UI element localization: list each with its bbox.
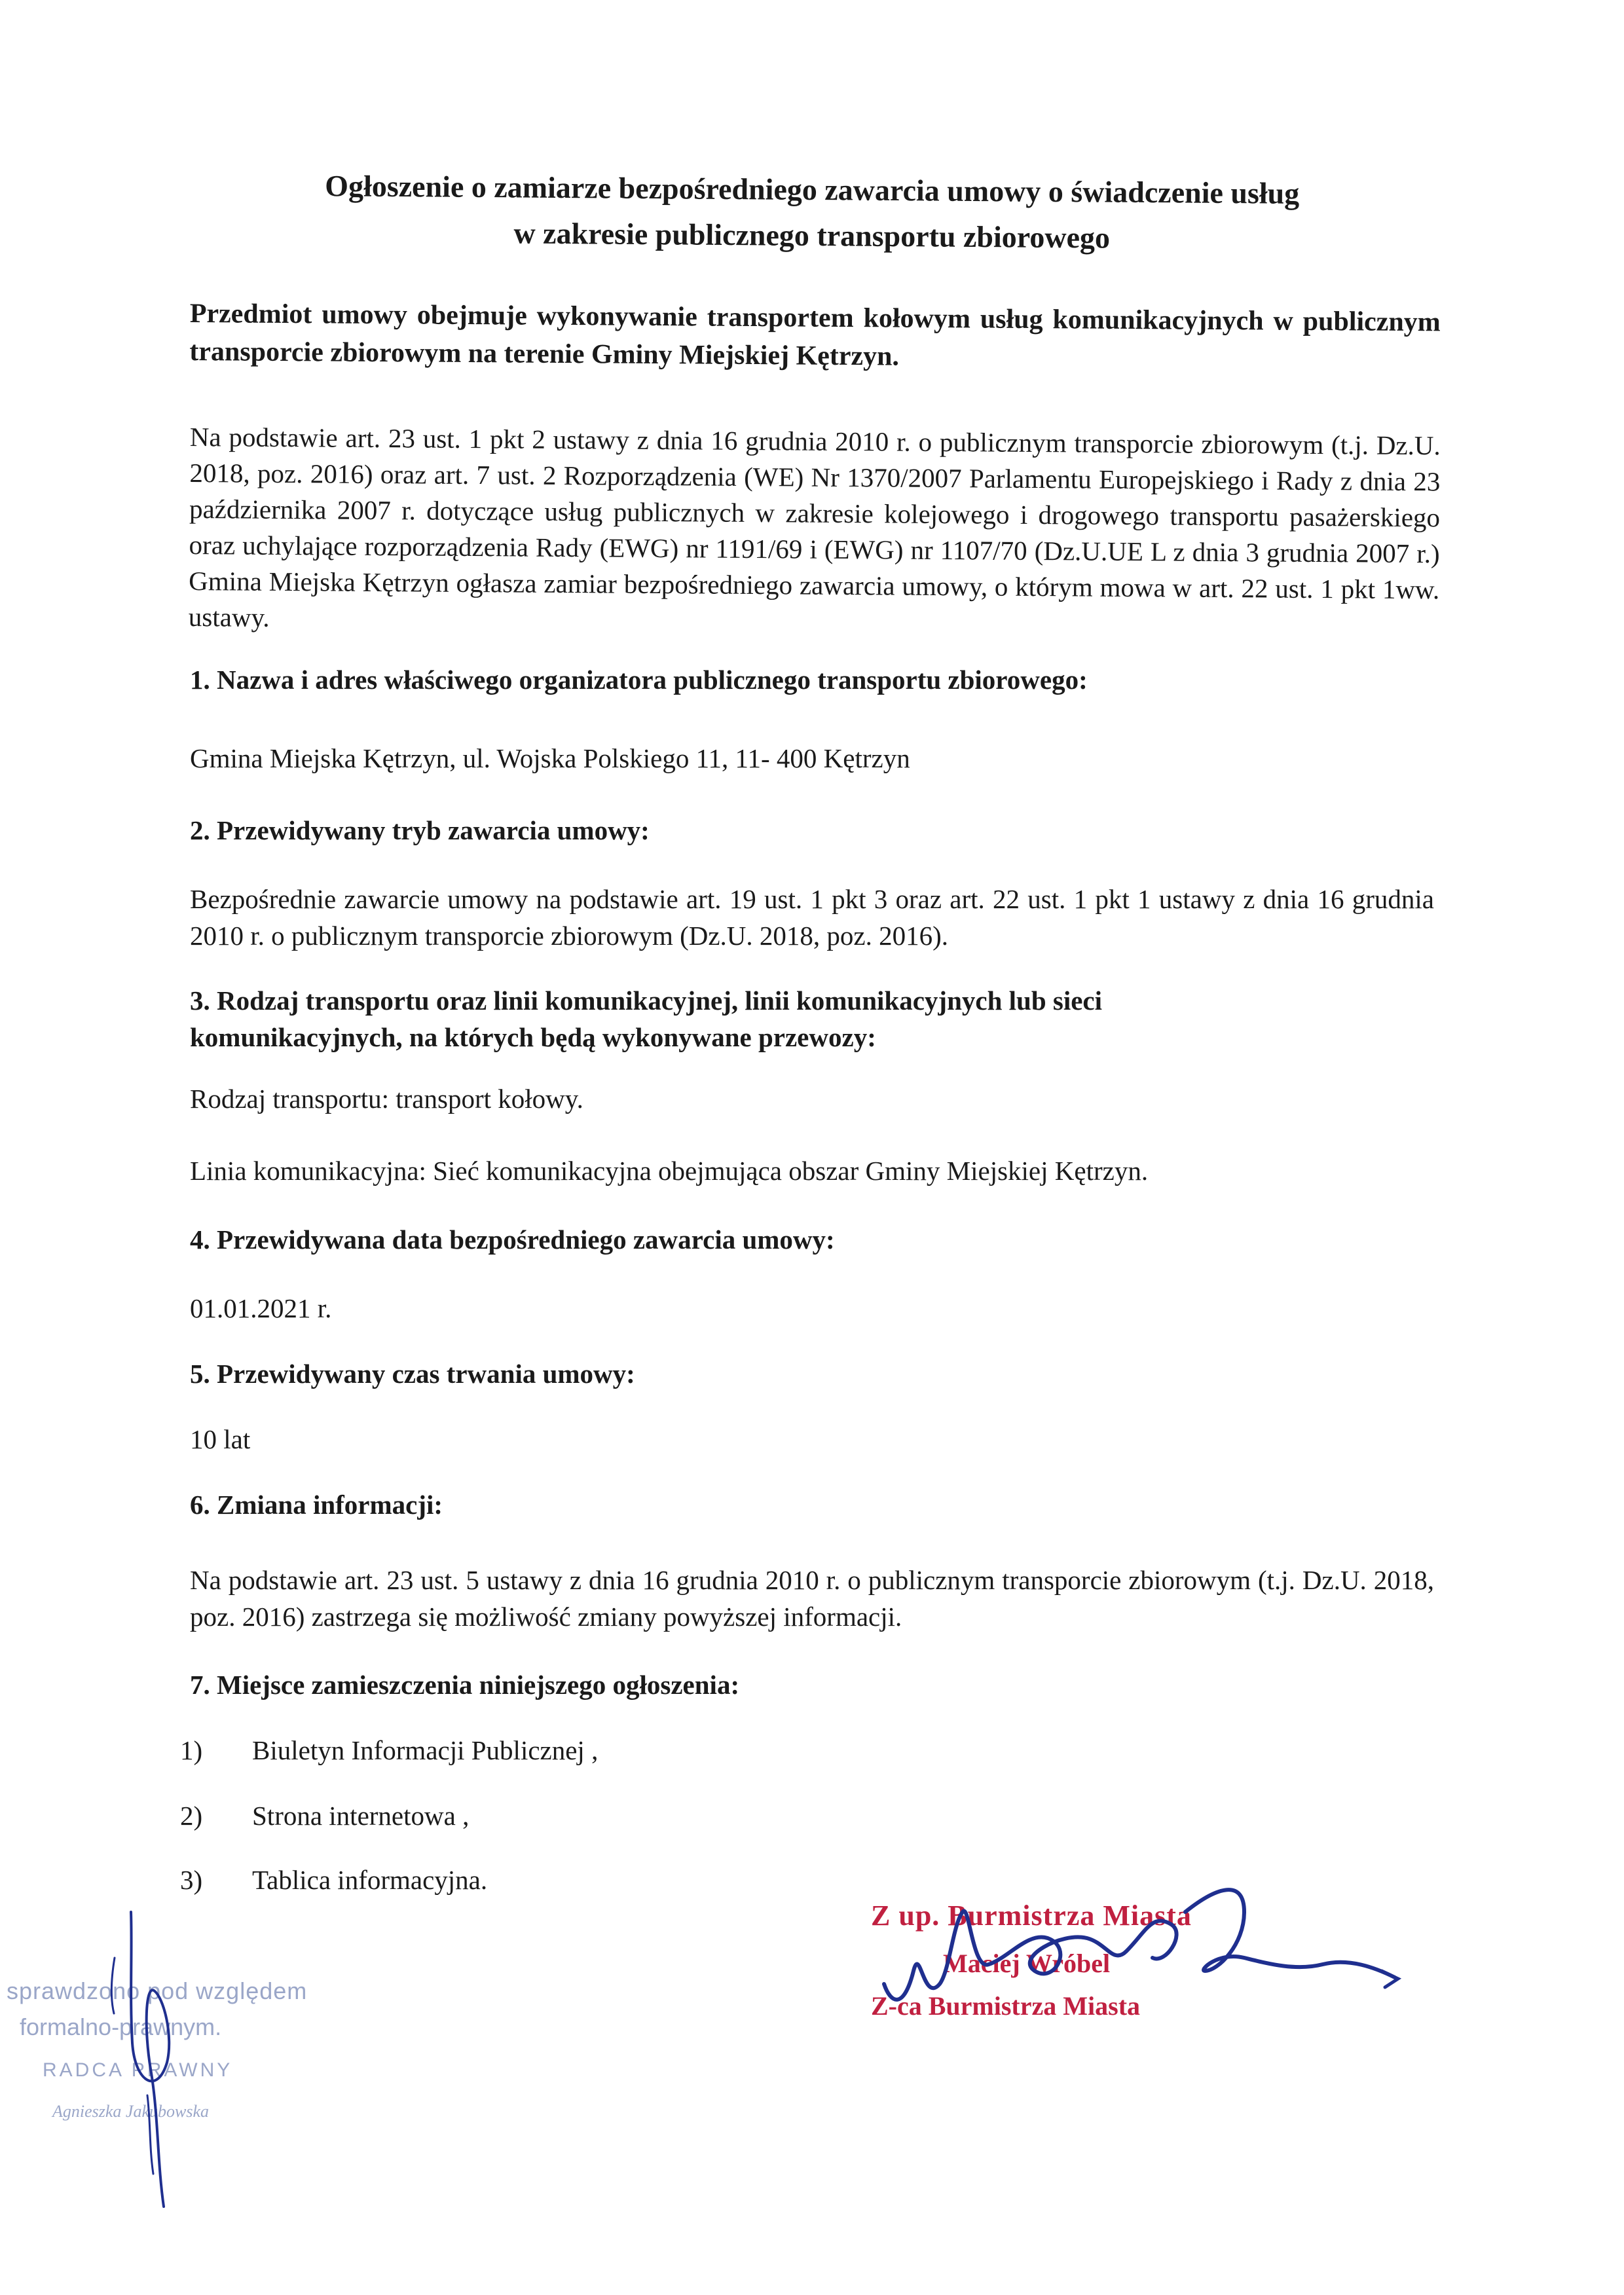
section-2-text: Bezpośrednie zawarcie umowy na podstawie art. 19 ust. 1 pkt 3 oraz art. 22 ust. 1 pkt 1 ustawy z dnia 16 grudnia 2010 r. o publicznym transporcie zbiorowym (Dz.U. 2018, poz. 2016). xyxy=(190,884,1434,951)
list-item-text: Tablica informacyjna. xyxy=(252,1865,488,1895)
section-1-heading: 1. Nazwa i adres właściwego organizatora publicznego transportu zbiorowego: xyxy=(190,665,1088,695)
section-4-text: 01.01.2021 r. xyxy=(190,1293,332,1323)
list-item-number: 3) xyxy=(180,1865,203,1895)
stamp-line-1: Z up. Burmistrza Miasta xyxy=(871,1900,1192,1932)
legal-advisor-signature xyxy=(85,1899,216,2226)
section-6-text: Na podstawie art. 23 ust. 5 ustawy z dnia 16 grudnia 2010 r. o publicznym transporcie zbiorowym (t.j. Dz.U. 2018, poz. 2016) zastrzega się możliwość zmiany powyższej informacji. xyxy=(190,1565,1434,1632)
section-6-heading: 6. Zmiana informacji: xyxy=(190,1490,443,1520)
list-item-number: 1) xyxy=(180,1735,203,1765)
list-item xyxy=(180,1862,487,1898)
document-title xyxy=(157,162,1467,264)
title-line-1: Ogłoszenie o zamiarze bezpośredniego zawarcia umowy o świadczenie usług xyxy=(325,169,1300,210)
section-3-transport-type: Rodzaj transportu: transport kołowy. xyxy=(190,1084,583,1114)
section-5-text: 10 lat xyxy=(190,1424,251,1454)
stamp-line-4: Agnieszka Jakubowska xyxy=(52,2102,210,2121)
section-1-text: Gmina Miejska Kętrzyn, ul. Wojska Polskiego 11, 11- 400 Kętrzyn xyxy=(190,743,910,773)
stamp-line-1: sprawdzono pod względem xyxy=(7,1977,308,2004)
stamp-line-3: Z-ca Burmistrza Miasta xyxy=(871,1991,1141,2021)
intro-paragraph: Przedmiot umowy obejmuje wykonywanie transportem kołowym usług komunikacyjnych w publicznym transporcie zbiorowym na terenie Gminy Miejskiej Kętrzyn. xyxy=(189,298,1441,372)
list-item-text: Strona internetowa , xyxy=(252,1801,470,1831)
section-3-heading: 3. Rodzaj transportu oraz linii komunikacyjnej, linii komunikacyjnych lub sieci komunikacyjnych, na których będą wykonywane przewozy: xyxy=(190,985,1102,1052)
section-4-heading: 4. Przewidywana data bezpośredniego zawarcia umowy: xyxy=(190,1224,835,1255)
stamp-line-3: RADCA PRAWNY xyxy=(43,2059,233,2081)
list-item-text: Biuletyn Informacji Publicznej , xyxy=(252,1735,599,1765)
title-line-2: w zakresie publicznego transportu zbiorowego xyxy=(513,216,1111,255)
section-2-heading: 2. Przewidywany tryb zawarcia umowy: xyxy=(190,815,650,845)
list-item xyxy=(180,1797,469,1834)
list-item-number: 2) xyxy=(180,1801,203,1831)
section-7-heading: 7. Miejsce zamieszczenia niniejszego ogłoszenia: xyxy=(190,1670,740,1700)
stamp-line-2: Maciej Wróbel xyxy=(943,1949,1111,1978)
stamp-line-2: formalno-prawnym. xyxy=(20,2013,222,2040)
section-5-heading: 5. Przewidywany czas trwania umowy: xyxy=(190,1359,635,1389)
list-item xyxy=(180,1732,598,1769)
legal-basis-paragraph: Na podstawie art. 23 ust. 1 pkt 2 ustawy z dnia 16 grudnia 2010 r. o publicznym transporcie zbiorowym (t.j. Dz.U. 2018, poz. 2016) oraz art. 7 ust. 2 Rozporządzenia (WE) Nr 1370/2007 Parlamentu Europejskiego i Rady z dnia 23 października 2007 r. dotyczące usług publicznych w zakresie kolejowego i drogowego transportu pasażerskiego oraz uchylające rozporządzenia Rady (EWG) nr 1191/69 i (EWG) nr 1107/70 (Dz.U.UE L z dnia 3 grudnia 2007 r.) Gmina Miejska Kętrzyn ogłasza zamiar bezpośredniego zawarcia umowy, o którym mowa w art. 22 ust. 1 pkt 1ww. ustawy. xyxy=(188,421,1441,633)
section-3-line: Linia komunikacyjna: Sieć komunikacyjna obejmująca obszar Gminy Miejskiej Kętrzyn. xyxy=(190,1156,1149,1186)
deputy-mayor-signature xyxy=(877,1873,1414,2043)
